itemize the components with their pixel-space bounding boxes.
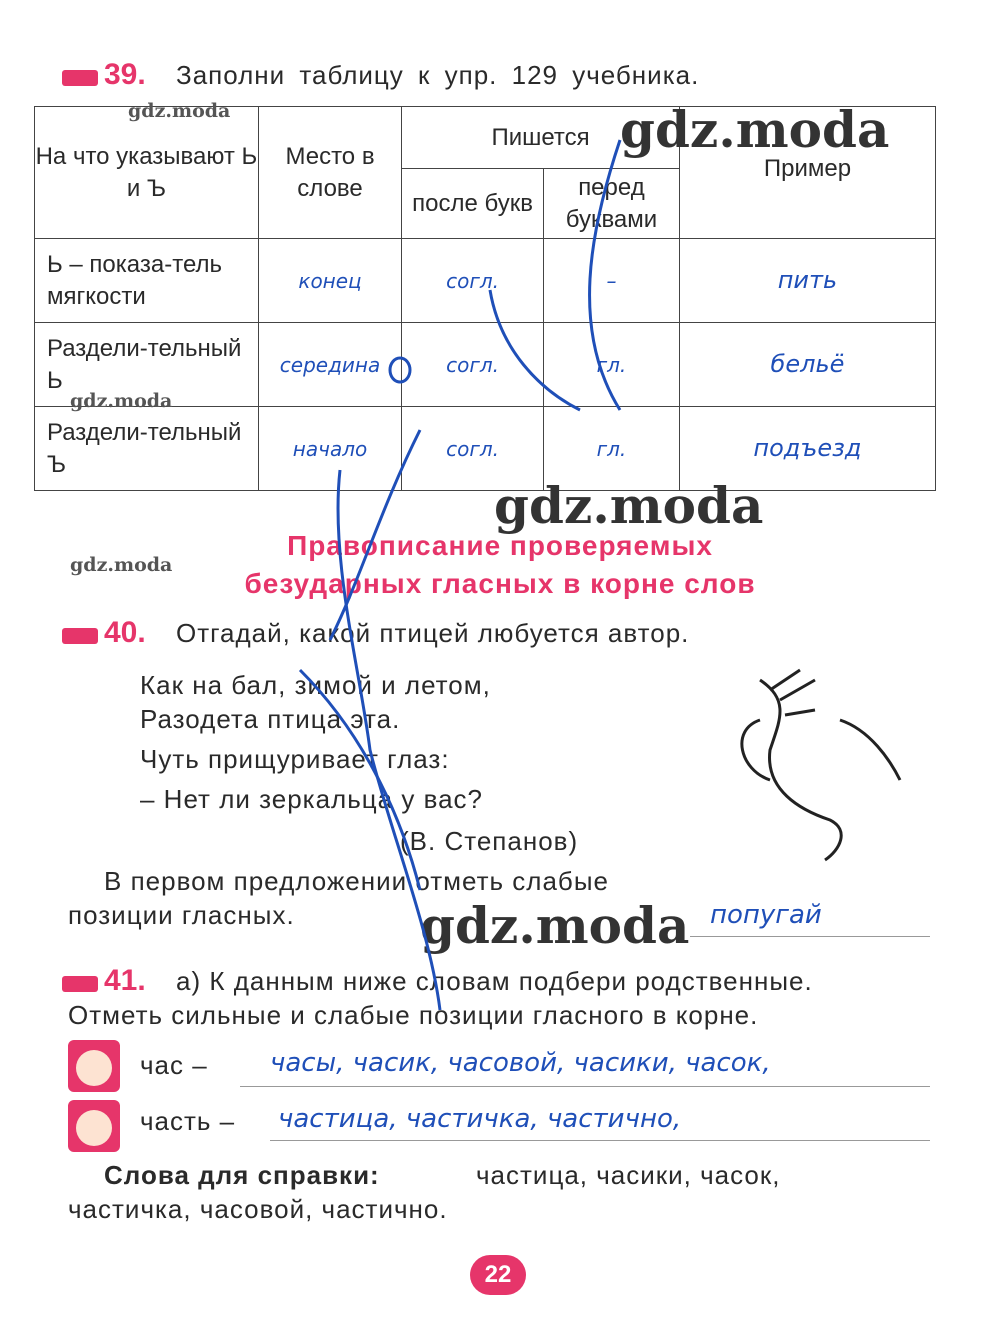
- exercise-number: 41.: [104, 964, 146, 997]
- girl-avatar: [68, 1040, 120, 1092]
- answer-text: часы, часик, часовой, часики, часок,: [270, 1048, 771, 1078]
- answer-text: частица, частичка, частично,: [278, 1104, 682, 1134]
- cell-place: середина: [279, 352, 381, 377]
- row-label: Ь – показа-тель мягкости: [35, 239, 259, 323]
- word-label: час –: [140, 1050, 208, 1080]
- answer-line: [270, 1140, 930, 1141]
- cell-example: подъезд: [753, 434, 862, 462]
- row-label: Раздели-тельный Ъ: [35, 407, 259, 491]
- header-writes: Пишется: [402, 107, 680, 169]
- answer-text: попугай: [710, 900, 822, 930]
- cell-example: пить: [777, 266, 838, 294]
- exercise-number: 40.: [104, 616, 146, 649]
- cell-place: начало: [292, 436, 368, 461]
- reference-label: Слова для справки:: [104, 1160, 380, 1190]
- cell-after: согл.: [446, 436, 500, 461]
- poem-line: Чуть прищуривает глаз:: [140, 744, 450, 774]
- reference-words: частица, часики, часок,: [476, 1160, 781, 1190]
- watermark: gdz.moda: [70, 390, 173, 412]
- exercise-task: Отметь сильные и слабые позиции гласного в корне.: [68, 1000, 759, 1030]
- cell-before: гл.: [596, 352, 627, 377]
- page-number: 22: [470, 1255, 526, 1295]
- row-label: Раздели-тельный Ь: [35, 323, 259, 407]
- answer-line: [690, 936, 930, 937]
- handwriting-scribble: [240, 110, 700, 1130]
- section-title-line1: Правописание проверяемых: [287, 530, 713, 561]
- bird-drawing: [720, 660, 920, 870]
- instruction-line: В первом предложении отметь слабые: [104, 866, 609, 896]
- exercise-marker: [62, 976, 98, 992]
- exercise-marker: [62, 70, 98, 86]
- cell-before: –: [606, 268, 617, 293]
- cell-after: согл.: [446, 352, 500, 377]
- exercise-number: 39.: [104, 58, 146, 91]
- poem-line: Разодета птица эта.: [140, 704, 401, 734]
- section-title-line2: безударных гласных в корне слов: [244, 568, 756, 599]
- watermark: gdz.moda: [128, 100, 231, 122]
- watermark: gdz.moda: [420, 896, 690, 955]
- word-label: часть –: [140, 1106, 236, 1136]
- cell-before: гл.: [596, 436, 627, 461]
- watermark: gdz.moda: [70, 554, 173, 576]
- watermark: gdz.moda: [620, 100, 890, 159]
- reference-words: частичка, часовой, частично.: [68, 1194, 448, 1224]
- cell-example: бельё: [770, 350, 845, 378]
- poem-line: Как на бал, зимой и летом,: [140, 670, 491, 700]
- header-col1: На что указывают Ь и Ъ: [35, 107, 259, 239]
- exercise-task: Отгадай, какой птицей любуется автор.: [176, 618, 690, 648]
- header-example: Пример: [679, 107, 935, 239]
- cell-place: конец: [298, 268, 362, 293]
- header-before: перед буквами: [544, 169, 680, 239]
- boy-avatar: [68, 1100, 120, 1152]
- exercise-task: Заполни таблицу к упр. 129 учебника.: [176, 60, 700, 90]
- exercise-task: а) К данным ниже словам подбери родственные.: [176, 966, 813, 996]
- watermark: gdz.moda: [494, 476, 764, 535]
- header-after: после букв: [402, 169, 544, 239]
- header-place: Место в слове: [258, 107, 401, 239]
- cell-after: согл.: [446, 268, 500, 293]
- instruction-line: позиции гласных.: [68, 900, 295, 930]
- poem-line: – Нет ли зеркальца у вас?: [140, 784, 484, 814]
- exercise-marker: [62, 628, 98, 644]
- poem-author: (В. Степанов): [400, 826, 579, 856]
